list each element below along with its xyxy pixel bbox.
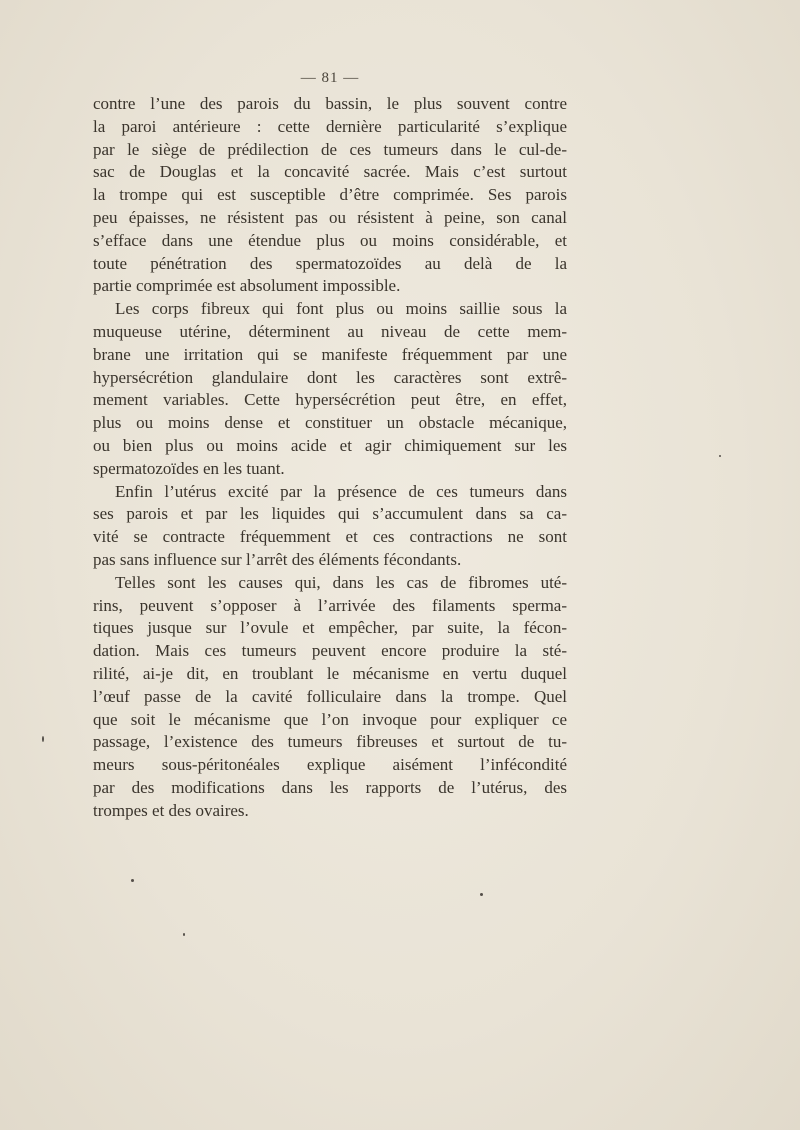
paragraph (93, 481, 567, 572)
scan-speck (42, 736, 44, 742)
text-line: par des modifications dans les rapports de l’utérus, des (93, 777, 567, 797)
text-line: que soit le mécanisme que l’on invoque pour expliquer ce (93, 709, 567, 729)
paragraph (93, 93, 567, 298)
body-text (93, 93, 567, 823)
text-line: tiques jusque sur l’ovule et empêcher, par suite, la fécon- (93, 618, 567, 638)
text-line: hypersécrétion glandulaire dont les caractères sont extrê- (93, 367, 567, 387)
scan-speck (183, 933, 185, 936)
text-line: Les corps fibreux qui font plus ou moins saillie sous la (115, 299, 567, 319)
text-line: plus ou moins dense et constituer un obstacle mécanique, (93, 413, 567, 433)
scan-speck (719, 455, 721, 457)
text-line: pas sans influence sur l’arrêt des éléments fécondants. (93, 549, 462, 569)
text-line: peu épaisses, ne résistent pas ou résistent à peine, son canal (93, 207, 567, 227)
text-line: ses parois et par les liquides qui s’accumulent dans sa ca- (93, 504, 567, 524)
text-line: Enfin l’utérus excité par la présence de ces tumeurs dans (115, 481, 567, 501)
scan-speck (131, 879, 134, 882)
text-line: brane une irritation qui se manifeste fréquemment par une (93, 344, 567, 364)
text-line: trompes et des ovaires. (93, 800, 249, 820)
text-line: la paroi antérieure : cette dernière particularité s’explique (93, 116, 567, 136)
text-line: Telles sont les causes qui, dans les cas de fibromes uté- (115, 572, 567, 592)
text-line: toute pénétration des spermatozoïdes au delà de la (93, 253, 567, 273)
page-number: — 81 — (300, 70, 360, 86)
text-line: la trompe qui est susceptible d’être comprimée. Ses parois (93, 185, 567, 205)
text-line: contre l’une des parois du bassin, le plus souvent contre (93, 94, 567, 113)
text-line: rins, peuvent s’opposer à l’arrivée des filaments sperma- (93, 595, 567, 615)
text-line: passage, l’existence des tumeurs fibreuses et surtout de tu- (93, 732, 567, 752)
text-line: mement variables. Cette hypersécrétion peut être, en effet, (93, 390, 567, 410)
scan-speck (480, 893, 483, 896)
text-line: partie comprimée est absolument impossible. (93, 276, 401, 296)
text-line: l’œuf passe de la cavité folliculaire dans la trompe. Quel (93, 686, 567, 706)
text-line: ou bien plus ou moins acide et agir chimiquement sur les (93, 435, 567, 455)
paragraph (93, 298, 567, 480)
text-line: sac de Douglas et la concavité sacrée. Mais c’est surtout (93, 162, 567, 182)
text-line: rilité, ai-je dit, en troublant le mécanisme en vertu duquel (93, 663, 567, 683)
text-line: par le siège de prédilection de ces tumeurs dans le cul-de- (93, 139, 567, 159)
text-line: vité se contracte fréquemment et ces contractions ne sont (93, 527, 567, 547)
paragraph (93, 572, 567, 823)
text-line: dation. Mais ces tumeurs peuvent encore produire la sté- (93, 641, 567, 661)
text-line: s’efface dans une étendue plus ou moins considérable, et (93, 230, 567, 250)
text-line: meurs sous-péritonéales explique aisément l’infécondité (93, 755, 567, 775)
text-line: muqueuse utérine, déterminent au niveau de cette mem- (93, 321, 567, 341)
text-line: spermatozoïdes en les tuant. (93, 458, 285, 478)
